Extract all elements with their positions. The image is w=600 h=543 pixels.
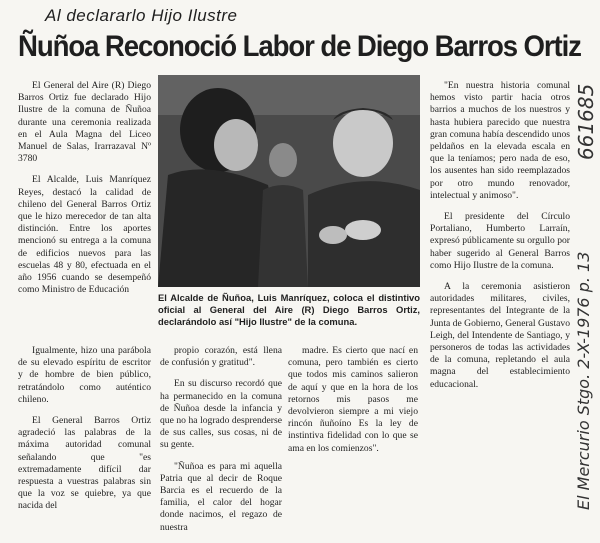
source-note: El Mercurio Stgo. 2-X-1976 p. 13 xyxy=(574,251,593,510)
column-1-bottom xyxy=(18,345,151,522)
paragraph: El presidente del Círculo Portaliano, Humberto Larraín, expresó públicamente su orgullo por haber sugerido al General Barros como Hijo Ilustre de la comuna. xyxy=(430,211,570,271)
paragraph: El General Barros Ortiz agradeció las palabras de la máxima autoridad comunal señalando que "es extremadamente difícil dar respuesta a vuestras palabras sin que la voz se quiebre, ya que nacida del xyxy=(18,415,151,512)
ceremony-photo xyxy=(158,75,420,287)
archive-number: 661685 xyxy=(574,83,598,160)
kicker: Al declararlo Hijo Ilustre xyxy=(45,6,238,25)
paragraph: El General del Aire (R) Diego Barros Ortiz fue declarado Hijo Ilustre de la comuna de Ñuñoa durante una ceremonia realizada en el Aula Magna del Liceo Manuel de Salas, Irarrazaval Nº 3780 xyxy=(18,80,151,165)
handwritten-annotations xyxy=(568,40,598,510)
column-1-top xyxy=(18,80,151,305)
paragraph: "En nuestra historia comunal hemos visto partir hacia otros barrios a muchos de los nuestros y hasta hubiera parecido que nuestra gran comuna había descendido unos peldaños en la elevada escala en que la teníamos; pero nada de eso, los ausentes han sido reemplazados por otro mundo renovador, intelectual y animoso". xyxy=(430,80,570,201)
paragraph: Igualmente, hizo una parábola de su elevado espíritu de escritor y de hombre de bien público, retratándolo como auténtico chileno. xyxy=(18,345,151,405)
paragraph: A la ceremonia asistieron autoridades militares, civiles, representantes del Integrante de la Junta de Gobierno, General Gustavo Leigh, del Intendente de Santiago, y personeros de todas las actividades de la comuna, repletando el aula magna del establecimiento educacional. xyxy=(430,281,570,390)
column-4 xyxy=(430,80,570,400)
paragraph: "Ñuñoa es para mi aquella Patria que al decir de Roque Barcia es el recuerdo de la familia, el calor del hogar donde nacimos, el regazo de nuestra xyxy=(160,460,282,533)
paragraph: propio corazón, está llena de confusión y gratitud". xyxy=(160,345,282,369)
column-2 xyxy=(160,345,282,543)
headline: Ñuñoa Reconoció Labor de Diego Barros Ortiz xyxy=(18,30,581,63)
paragraph: El Alcalde, Luis Manríquez Reyes, destacó la calidad de chileno del General Barros Ortiz que le hizo merecedor de tan alta distinción. Entre los aportes mencionó su entrega a la comuna de edificios nuevos para las escuelas 48 y 80, efectuada en el año 1956 cuando se desempeñó como Ministro de Educación xyxy=(18,174,151,296)
paragraph: En su discurso recordó que ha permanecido en la comuna de Ñuñoa desde la infancia y que no ha logrado desprenderse de sus calles, sus cosas, ni de su gente. xyxy=(160,378,282,451)
column-3 xyxy=(288,345,418,464)
paragraph: madre. Es cierto que nací en comuna, pero también es cierto que todos mis caminos salieron de aquí y que en la hora de los retornos mis pasos me devolvieron siempre a mi viejo rincón ñuñoíno Es la ley de instintiva fidelidad con lo que se ama en los comienzos". xyxy=(288,345,418,454)
photo-caption: El Alcalde de Ñuñoa, Luis Manríquez, coloca el distintivo oficial al General del Aire (R) Diego Barros Ortiz, declarándolo así "Hijo Ilustre" de la comuna. xyxy=(158,292,420,327)
